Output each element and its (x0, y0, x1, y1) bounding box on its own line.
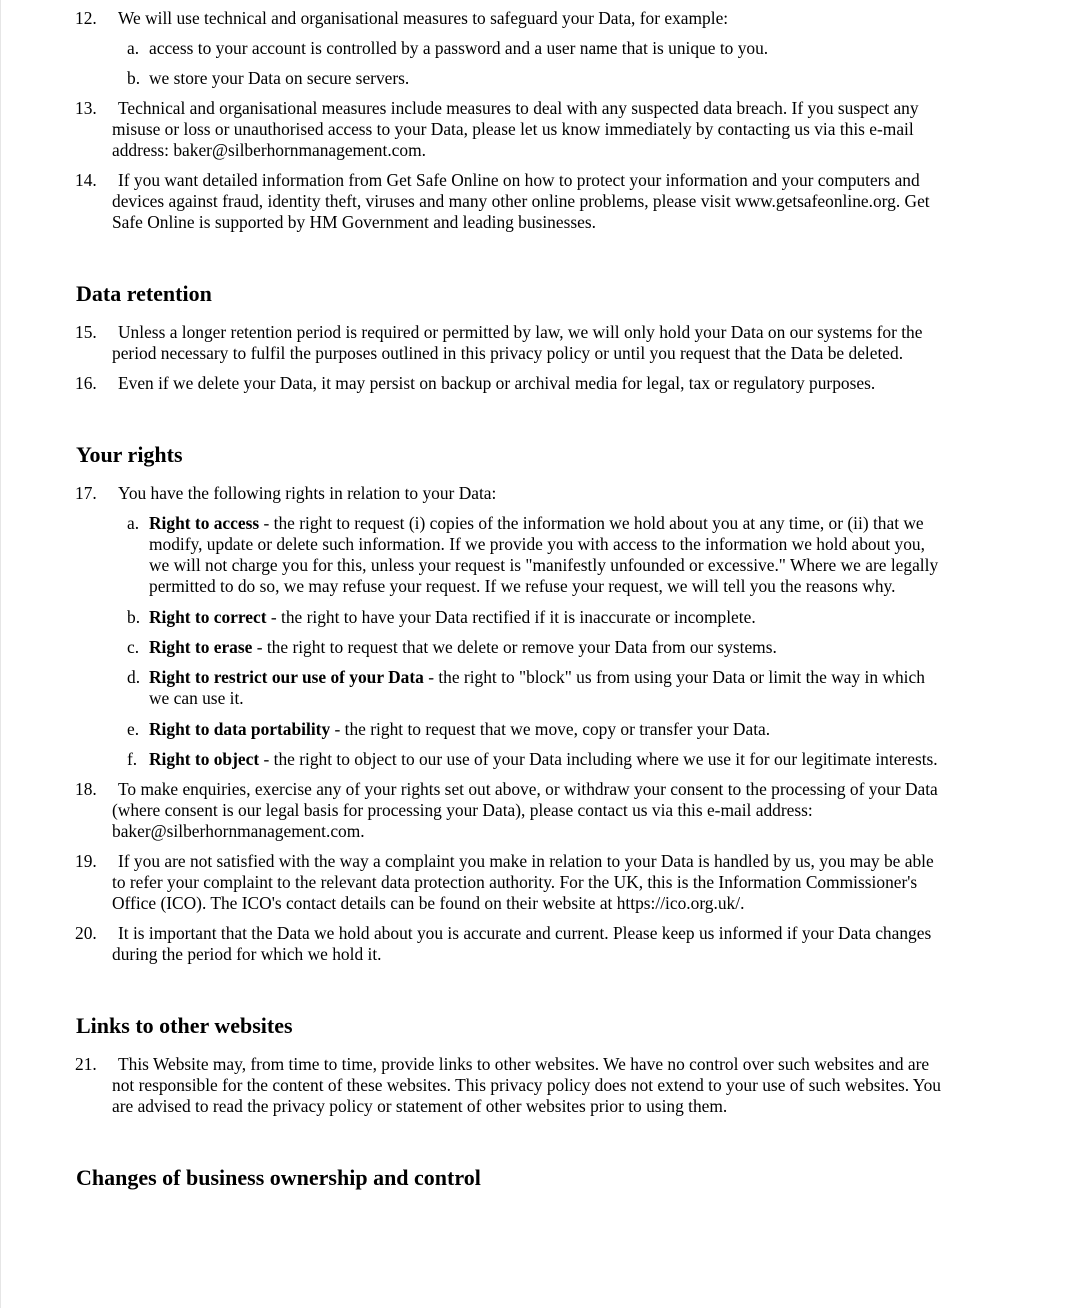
heading-links-other-websites: Links to other websites (76, 1013, 293, 1038)
clause-number: 14. (75, 170, 97, 190)
heading-your-rights: Your rights (76, 442, 183, 467)
clause-18 (75, 779, 997, 842)
clause-21 (75, 1054, 997, 1117)
clause-text: Even if we delete your Data, it may persist on backup or archival media for legal, tax or regulatory purposes. (118, 373, 876, 393)
sub-text: - the right to request that we delete or remove your Data from our systems. (252, 637, 777, 657)
sub-letter: c. (127, 637, 140, 657)
clause-text: You have the following rights in relation to your Data: (118, 483, 497, 503)
sub-line: we can use it. (149, 688, 244, 708)
sub-text: access to your account is controlled by a password and a user name that is unique to you. (149, 38, 769, 58)
clause-12-a (127, 38, 989, 59)
sub-letter: a. (127, 513, 140, 533)
clause-line: are advised to read the privacy policy or statement of other websites prior to using them. (112, 1096, 728, 1116)
clause-17-e (127, 719, 989, 740)
sub-text: - the right to request that we move, copy or transfer your Data. (330, 719, 771, 739)
right-title: Right to access (149, 513, 260, 533)
clause-line: To make enquiries, exercise any of your rights set out above, or withdraw your consent to the processing of your Data (118, 779, 938, 799)
clause-line: It is important that the Data we hold about you is accurate and current. Please keep us informed if your Data changes (118, 923, 932, 943)
clause-15 (75, 322, 997, 364)
clause-text: We will use technical and organisational measures to safeguard your Data, for example: (118, 8, 729, 28)
clause-12 (75, 8, 997, 29)
clause-line: If you are not satisfied with the way a complaint you make in relation to your Data is handled by us, you may be able (118, 851, 934, 871)
sub-letter: b. (127, 68, 141, 88)
clause-line: address: baker@silberhornmanagement.com. (112, 140, 426, 160)
clause-14 (75, 170, 997, 233)
clause-line: to refer your complaint to the relevant data protection authority. For the UK, this is the Information Commissioner's (112, 872, 918, 892)
sub-text: - the right to have your Data rectified if it is inaccurate or incomplete. (266, 607, 756, 627)
heading-changes-ownership: Changes of business ownership and control (76, 1165, 481, 1190)
sub-line: modify, update or delete such information. If we provide you with access to the information we hold about you, (149, 534, 925, 554)
clause-number: 12. (75, 8, 97, 28)
sub-text: - the right to request (i) copies of the information we hold about you at any time, or (ii) that we (259, 513, 924, 533)
right-title: Right to correct (149, 607, 267, 627)
clause-line: devices against fraud, identity theft, viruses and many other online problems, please visit www.getsafeonline.org. Get (112, 191, 930, 211)
clause-line: period necessary to fulfil the purposes outlined in this privacy policy or until you request that the Data be deleted. (112, 343, 904, 363)
right-title: Right to erase (149, 637, 253, 657)
sub-text: - the right to object to our use of your Data including where we use it for our legitimate interests. (259, 749, 938, 769)
sub-letter: a. (127, 38, 140, 58)
sub-letter: e. (127, 719, 140, 739)
clause-17-c (127, 637, 989, 658)
clause-line: not responsible for the content of these websites. This privacy policy does not extend to your use of such websites. You (112, 1075, 941, 1095)
clause-17 (75, 483, 997, 504)
clause-13 (75, 98, 997, 161)
clause-number: 21. (75, 1054, 97, 1074)
clause-line: This Website may, from time to time, provide links to other websites. We have no control over such websites and are (118, 1054, 930, 1074)
clause-number: 18. (75, 779, 97, 799)
clause-line: Unless a longer retention period is required or permitted by law, we will only hold your Data on our systems for the (118, 322, 923, 342)
right-title: Right to data portability (149, 719, 331, 739)
clause-number: 15. (75, 322, 97, 342)
sub-letter: d. (127, 667, 141, 687)
clause-number: 17. (75, 483, 97, 503)
clause-line: during the period for which we hold it. (112, 944, 382, 964)
clause-number: 20. (75, 923, 97, 943)
sub-text: we store your Data on secure servers. (149, 68, 410, 88)
clause-line: Office (ICO). The ICO's contact details can be found on their website at https://ico.org.uk/. (112, 893, 745, 913)
clause-17-f (127, 749, 989, 770)
sub-letter: b. (127, 607, 141, 627)
clause-line: misuse or loss or unauthorised access to your Data, please let us know immediately by contacting us via this e-mail (112, 119, 914, 139)
clause-line: Safe Online is supported by HM Government and leading businesses. (112, 212, 596, 232)
clause-20 (75, 923, 997, 965)
right-title: Right to restrict our use of your Data (149, 667, 424, 687)
clause-12-b (127, 68, 989, 89)
clause-17-b (127, 607, 989, 628)
clause-number: 16. (75, 373, 97, 393)
right-title: Right to object (149, 749, 260, 769)
sub-line: we will not charge you for this, unless your request is "manifestly unfounded or excessive." Where we are legally (149, 555, 939, 575)
clause-number: 13. (75, 98, 97, 118)
sub-text: - the right to "block" us from using your Data or limit the way in which (423, 667, 925, 687)
clause-line: (where consent is our legal basis for processing your Data), please contact us via this e-mail address: (112, 800, 813, 820)
clause-17-d (127, 667, 989, 709)
sub-line: permitted to do so, we may refuse your request. If we refuse your request, we will tell you the reasons why. (149, 576, 896, 596)
clause-19 (75, 851, 997, 914)
heading-data-retention: Data retention (76, 281, 212, 306)
clause-line: Technical and organisational measures include measures to deal with any suspected data breach. If you suspect any (118, 98, 919, 118)
clause-line: If you want detailed information from Get Safe Online on how to protect your information and your computers and (118, 170, 920, 190)
clause-17-a (127, 513, 989, 597)
clause-16 (75, 373, 997, 394)
clause-number: 19. (75, 851, 97, 871)
sub-letter: f. (127, 749, 138, 769)
clause-line: baker@silberhornmanagement.com. (112, 821, 365, 841)
